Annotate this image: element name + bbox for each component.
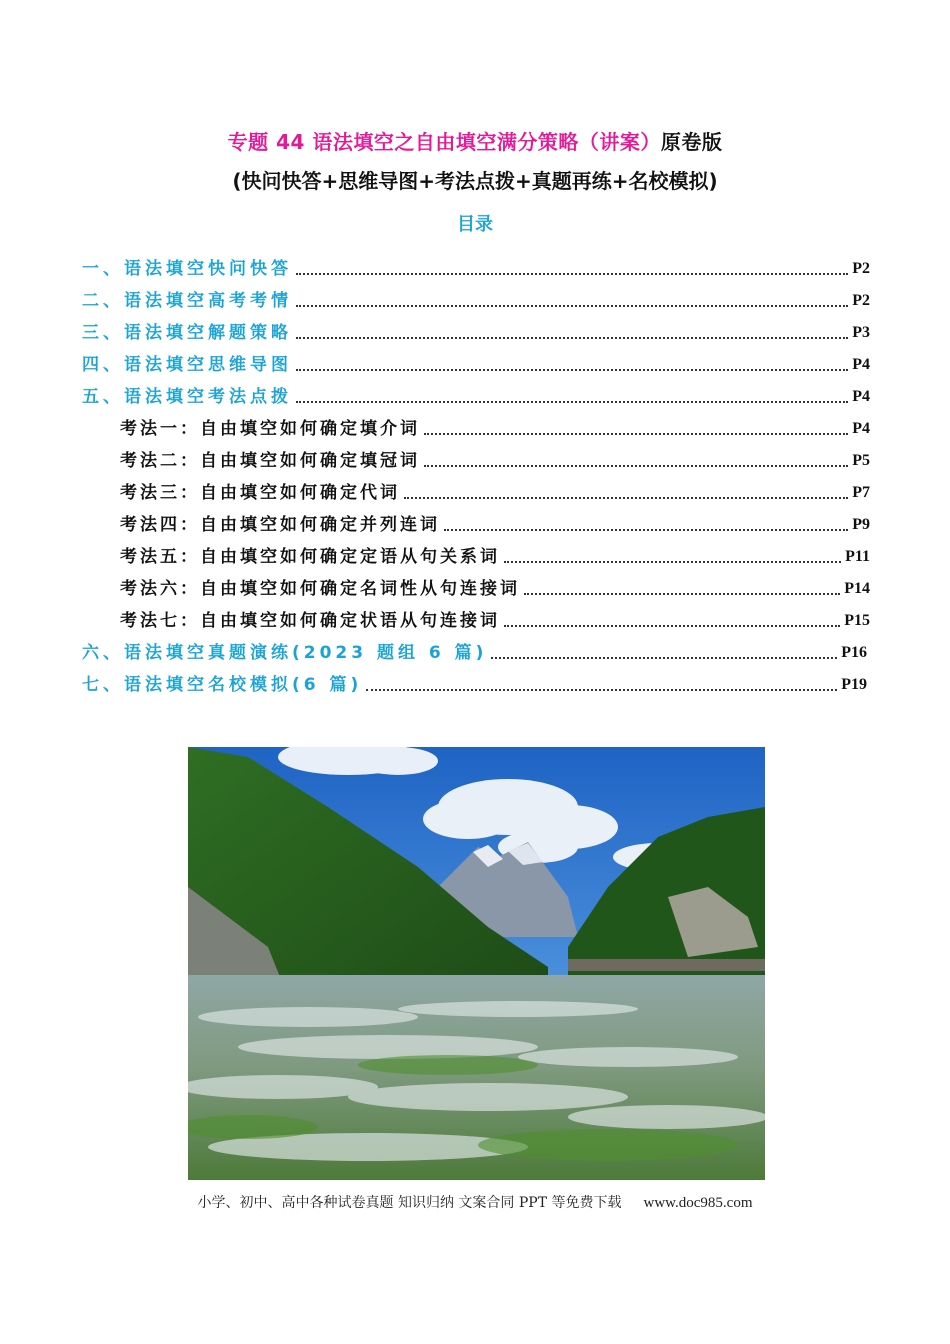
title-version: 原卷版 bbox=[660, 130, 723, 154]
toc-leader-dots bbox=[296, 272, 848, 275]
toc-item-label: 考法三：自由填空如何确定代词 bbox=[120, 483, 400, 503]
toc-leader-dots bbox=[524, 592, 840, 595]
toc-page-number: P14 bbox=[844, 580, 870, 597]
toc-item-label: 四、语法填空思维导图 bbox=[82, 355, 292, 375]
toc-leader-dots bbox=[504, 560, 841, 563]
toc-item-label: 考法七：自由填空如何确定状语从句连接词 bbox=[120, 611, 500, 631]
toc-leader-dots bbox=[296, 368, 848, 371]
toc-page-number: P7 bbox=[852, 484, 870, 501]
toc-leader-dots bbox=[404, 496, 848, 499]
toc-item-label: 一、语法填空快问快答 bbox=[82, 259, 292, 279]
toc-item-label: 六、语法填空真题演练(2023 题组 6 篇) bbox=[82, 643, 488, 663]
toc-page-number: P9 bbox=[852, 516, 870, 533]
toc-page-number: P2 bbox=[852, 260, 870, 277]
toc-item-6[interactable] bbox=[82, 640, 867, 664]
toc-page-number: P3 bbox=[852, 324, 870, 341]
toc-page-number: P16 bbox=[841, 644, 867, 661]
toc-item-7[interactable] bbox=[82, 672, 867, 696]
toc-leader-dots bbox=[296, 336, 848, 339]
toc-subitem-2[interactable] bbox=[120, 448, 870, 472]
title-main: 专题 44 语法填空之自由填空满分策略（讲案） bbox=[227, 130, 661, 154]
toc-subitem-7[interactable] bbox=[120, 608, 870, 632]
toc-page-number: P2 bbox=[852, 292, 870, 309]
toc-page-number: P4 bbox=[852, 388, 870, 405]
toc-page-number: P4 bbox=[852, 356, 870, 373]
toc-item-3[interactable] bbox=[82, 320, 870, 344]
toc-subitem-3[interactable] bbox=[120, 480, 870, 504]
toc-page-number: P5 bbox=[852, 452, 870, 469]
toc-leader-dots bbox=[296, 400, 848, 403]
toc-subitem-5[interactable] bbox=[120, 544, 870, 568]
toc-item-2[interactable] bbox=[82, 288, 870, 312]
toc-leader-dots bbox=[444, 528, 848, 531]
toc-item-1[interactable] bbox=[82, 256, 870, 280]
toc-leader-dots bbox=[424, 432, 848, 435]
footer-text: 小学、初中、高中各种试卷真题 知识归纳 文案合同 PPT 等免费下载 bbox=[197, 1195, 622, 1211]
page-footer bbox=[0, 1192, 950, 1212]
footer-url[interactable]: www.doc985.com bbox=[643, 1195, 753, 1211]
toc-item-label: 五、语法填空考法点拨 bbox=[82, 387, 292, 407]
toc-item-label: 三、语法填空解题策略 bbox=[82, 323, 292, 343]
toc-page-number: P11 bbox=[845, 548, 870, 565]
toc-item-label: 考法六：自由填空如何确定名词性从句连接词 bbox=[120, 579, 520, 599]
document-title bbox=[0, 126, 950, 155]
toc-page-number: P4 bbox=[852, 420, 870, 437]
toc-item-5[interactable] bbox=[82, 384, 870, 408]
toc-leader-dots bbox=[491, 656, 837, 659]
toc-leader-dots bbox=[366, 688, 837, 691]
toc-item-4[interactable] bbox=[82, 352, 870, 376]
toc-item-label: 考法一：自由填空如何确定填介词 bbox=[120, 419, 420, 439]
toc-page-number: P15 bbox=[844, 612, 870, 629]
landscape-photo bbox=[188, 747, 765, 1180]
document-subtitle: (快问快答+思维导图+考法点拨+真题再练+名校模拟) bbox=[232, 169, 718, 193]
toc-leader-dots bbox=[504, 624, 840, 627]
toc-item-label: 考法五：自由填空如何确定定语从句关系词 bbox=[120, 547, 500, 567]
toc-leader-dots bbox=[424, 464, 848, 467]
toc-subitem-6[interactable] bbox=[120, 576, 870, 600]
toc-subitem-4[interactable] bbox=[120, 512, 870, 536]
toc-leader-dots bbox=[296, 304, 848, 307]
mountain-river-illustration bbox=[188, 747, 765, 1180]
toc-page-number: P19 bbox=[841, 676, 867, 693]
toc-subitem-1[interactable] bbox=[120, 416, 870, 440]
toc-heading: 目录 bbox=[457, 214, 493, 235]
toc-item-label: 二、语法填空高考考情 bbox=[82, 291, 292, 311]
toc-item-label: 七、语法填空名校模拟(6 篇) bbox=[82, 675, 363, 695]
toc-item-label: 考法四：自由填空如何确定并列连词 bbox=[120, 515, 440, 535]
toc-item-label: 考法二：自由填空如何确定填冠词 bbox=[120, 451, 420, 471]
